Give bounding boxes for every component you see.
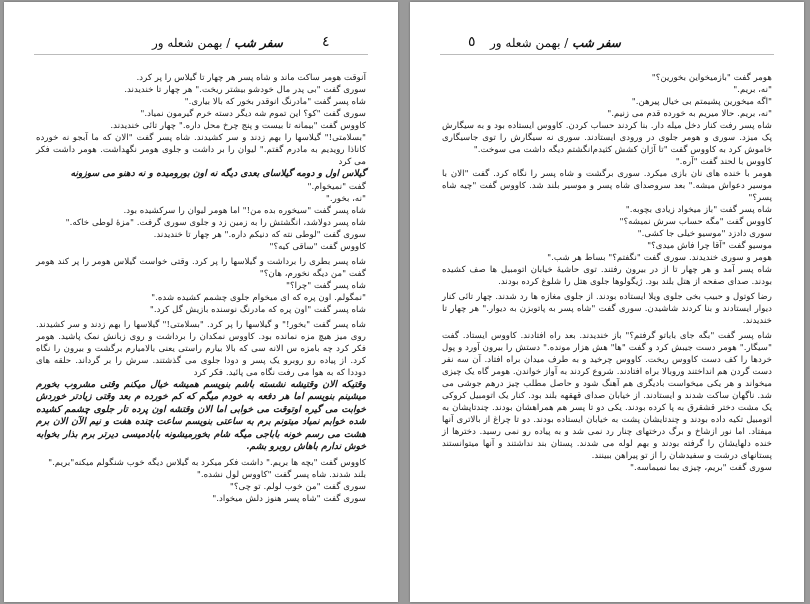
text-paragraph: هومر و سوری خندیدند. سوری گفت "نگفتم؟" بساط هر شب." bbox=[547, 253, 772, 263]
text-paragraph: شاه پسر گفت "چرا؟" bbox=[286, 280, 366, 291]
text-paragraph: شاه پسر گفت "بخور!" و گیلاسها را پر کرد. "بسلامتی!" گیلاسها را بهم زدند و سر کشیدند. روی میز هیچ مزه نمانده بود. کاووس نمکدان را برداشت و روی زبانش نمک پاشید. هومر فکر کرد چه بامزه س الانه سی که بالا بیارم راستی یعنی بالامیارم برگشت و بیرون را نگاه کرد. از پیاده رو روبرو یک پسر و دودا جلوی می گذشتند. سرش را بر گرداند. حلقه های دوددا که به هوا می رفت نگاه می پائید. فکر کرد bbox=[36, 319, 366, 378]
text-paragraph: "نه، بریم." bbox=[733, 85, 772, 95]
text-paragraph: کاووس گفت "مگه حساب سرش نمیشه؟" bbox=[619, 217, 772, 227]
text-paragraph: "اگه میخورین پشیمتم بی خیال پیرهن." bbox=[631, 97, 772, 107]
text-paragraph: سوری گفت "بریم، چیزی بما نمیماسه." bbox=[630, 463, 772, 473]
right-running-head bbox=[490, 36, 621, 50]
right-author-name: بهمن شعله ور bbox=[490, 36, 561, 50]
left-page-number: ٤ bbox=[322, 34, 330, 50]
text-paragraph: شاه پسر گفت "اون پره که مادرنگ نوسنده بازیش گل کرد." bbox=[149, 304, 366, 315]
text-paragraph: سوری دادزد "موسیو خیلی جا کشی." bbox=[637, 229, 772, 239]
text-paragraph: شاه پسر گفت "مادرنگ انوقدر بخور که بالا بیاری." bbox=[184, 97, 366, 107]
text-paragraph: "نه، بخور." bbox=[325, 193, 366, 204]
text-paragraph: سوری گفت "شاه پسر هنوز دلش میخواد." bbox=[212, 493, 366, 504]
text-paragraph: بلند شدند. شاه پسر گفت "کاووس لول نشده." bbox=[196, 469, 366, 480]
text-paragraph: رضا کوتول و حبیب بخی جلوی ویلا ایستاده بودند. از جلوی مغازه ها رد شدند. چهار تائی کنار دیوار ایستادند و بنا کردند شاشیدن. سوری گفت "شاه پسر به پاتوبزن به دیوار." هر چهار تا خندیدند. bbox=[442, 292, 772, 326]
right-book-title: سفر شب bbox=[572, 36, 621, 50]
right-head-separator: / bbox=[560, 36, 573, 50]
inner-monologue-paragraph: گیلاس اول و دومه گیلاسای بعدی دیگه نه اون بورومیده و نه دهنو می سوزونه bbox=[70, 168, 366, 179]
text-paragraph: سوری گفت "کو؟ این تموم شه دیگر دسته خرم گیرمون نمیاد." bbox=[140, 109, 366, 119]
right-page-header bbox=[440, 32, 774, 55]
text-paragraph: شاه پسر رفت کنار دخل میله دار. بنا کردند حساب کردن. کاووس ایستاده بود و به سیگارش پک میزد. سوری و هومر جلوی در ورودی ایستادند. سوری نه سیگارش را توی جاسیگاری خاموش کرد به کاووس گفت "تا آژان کشش کثیدم‌انگشتم دیگه داشت می سوخت." bbox=[442, 121, 772, 155]
text-paragraph: کاووس با لحند گفت "آره." bbox=[675, 157, 772, 167]
left-page-header bbox=[34, 32, 368, 55]
right-page-body bbox=[442, 72, 772, 592]
left-head-separator: / bbox=[222, 36, 235, 50]
text-paragraph: کاووس گفت "ساقی کیه؟" bbox=[269, 241, 366, 252]
text-paragraph: شاه پسر گفت "سیخوره بده من!" اما هومر لیوان را سرکشیده بود. bbox=[123, 205, 366, 216]
text-paragraph: هومر گفت "بازمیخواین بخورین؟" bbox=[651, 73, 772, 83]
left-running-head bbox=[152, 36, 283, 50]
text-paragraph: گفت "نمیخوام." bbox=[307, 181, 366, 192]
left-page-body bbox=[36, 72, 366, 592]
text-paragraph: هومر با خنده های نان بازی میکرد. سوری برگشت و شاه پسر را نگاه کرد. گفت "الان با موسیر دعواش میشه." بعد سروصدای شاه پسر و موسیر بلند شد. کاووس گفت "چیه شاه پسر؟" bbox=[442, 169, 772, 203]
text-paragraph: شاه پسر گفت "بگه جای باباتو گرفتم؟" باز خندیدند. بعد راه افتادند. کاووس ایستاد. گفت "سیگار." هومر دست جیبش کرد و گفت "ها" هش هزار مونده." دستش را بیرون آورد و پول خردها را کف دست کاووس ریخت. کاووس چرخید و به طرف میدان براه افتاد. آن سه نفر دست گردن هم انداختند وروبالا براه افتادند. شروع کردند به آواز خواندن. هومر گاه یک چیزی میخواند و هر یکی میخواست بادیگری هم آهنگ شود و حاصل مطلب چیز درهم جوشی می شد. ناگهان ساکت شدند و ایستادند. از خیابان صدای قهقهه بلند بود. کنار یک اتومبیل کروکی یک مشت دختر قشقرق به پا کرده بودند. یکی دو تا پسر هم همراهشان بودند. چندتاپشان به اتومبیل تکیه داده بودند و چندتایشان پشت به خیابان ایستاده بودند. دو تا چراغ از بالاتری آنها میفتاد. اما نور ازشاخ و برگ درختهای چنار رد نمی شد و به پیاده رو نمی رسید. دخترها از خنده دلهایشان را گرفته بودند و بهم لوله می شدند. پستان بند نداشتند و آنها میتوانستند پستانهای درشت و سفیدشان را از تو پیراهن ببینند. bbox=[442, 331, 772, 461]
text-paragraph: "نه، بریم. حالا میریم به خورده قدم می زنیم." bbox=[607, 109, 772, 119]
text-paragraph: سوری گفت "من خوب لولم. تو چی؟" bbox=[229, 481, 366, 492]
text-paragraph: "بسلامتی!" گیلاسها را بهم زدند و سر کشیدند. شاه پسر گفت "الان که ما آبجو نه خورده کاناذا رویدیم به مادرم گفتم." لیوان را بر داشت و جلوی هومر نگهداشت. هومر داشت فکر می کرد bbox=[36, 133, 366, 167]
text-paragraph: سوری گفت "لوطی نته که دنیکم داره." هر چهار تا خندیدند. bbox=[153, 229, 366, 240]
text-paragraph: سوری گفت "بی پدر مال خودشو بیشتر ریخت." هر چهار تا خندیدند. bbox=[124, 85, 366, 95]
right-page bbox=[410, 2, 804, 602]
text-paragraph: کاووس گفت "بیمانه تا بیست و پنج چرخ محل داره." چهار تائی خندیدند. bbox=[110, 121, 366, 131]
left-author-name: بهمن شعله ور bbox=[152, 36, 223, 50]
right-page-number: ٥ bbox=[468, 34, 476, 50]
text-paragraph: شاه پسر آمد و هر چهار تا از در بیرون رفتند. توی حاشیهٔ خیابان اتومبیل ها صف کشیده بودند. صدای صفحه از هتل بلند بود. ژیگولوها جلوی هتل را شلوغ کرده بودند. bbox=[442, 265, 772, 287]
text-paragraph: موسیو گفت "آقا چرا فاش میدی؟" bbox=[647, 241, 772, 251]
text-paragraph: شاه پسر بطری را برداشت و گیلاسها را پر کرد. وقتی خواست گیلاس هومر را پر کند هومر گفت "من دیگه نخورم، هان؟" bbox=[36, 256, 366, 279]
left-page bbox=[4, 2, 398, 602]
text-paragraph: کاووس گفت "بچه ها بریم." داشت فکر میکرد به گیلاس دیگه خوب شنگولم میکنه"بریم." bbox=[48, 457, 366, 468]
text-paragraph: آنوقت هومر ساکت ماند و شاه پسر هر چهار تا گیلاس را پر کرد. bbox=[136, 73, 366, 83]
left-book-title: سفر شب bbox=[234, 36, 283, 50]
inner-monologue-paragraph: وقتیکه الان وقتیشه نشسته باشم بنویسم همیشه خیال میکنم وقتی مشروب بخورم میشینم بنویسم اما هر دفعه به خودم میگم که کم خورده م بعد وقتی زیادتر خوردش خوابت می گیره اوتوقت می خوابی اما الان وقتشه اون پرده تار جلوی چشمم کشیده شده خوابم نمیاد میتونم برم به ساعتی بنویسم ساعت چنده هفت و نیم الآن الان برم هشت می رسم خونه باباجی میگه شام بخورمیشونه بابادمیسی دیرتر برم بذار بخوابه خوش ندارم باهاش روبرو بشم. bbox=[36, 378, 366, 452]
text-paragraph: "نمگولم. اون پره که ای میخوام جلوی چشمم کشیده شده." bbox=[151, 292, 366, 303]
text-paragraph: شاه پسر گفت "باز میخواد زیادی بچوبه." bbox=[625, 205, 772, 215]
text-paragraph: شاه پسر دولاشد، انگشتش را به زمین زد و جلوی سوری گرفت. "مزهٔ لوطی خاکه." bbox=[65, 217, 366, 228]
